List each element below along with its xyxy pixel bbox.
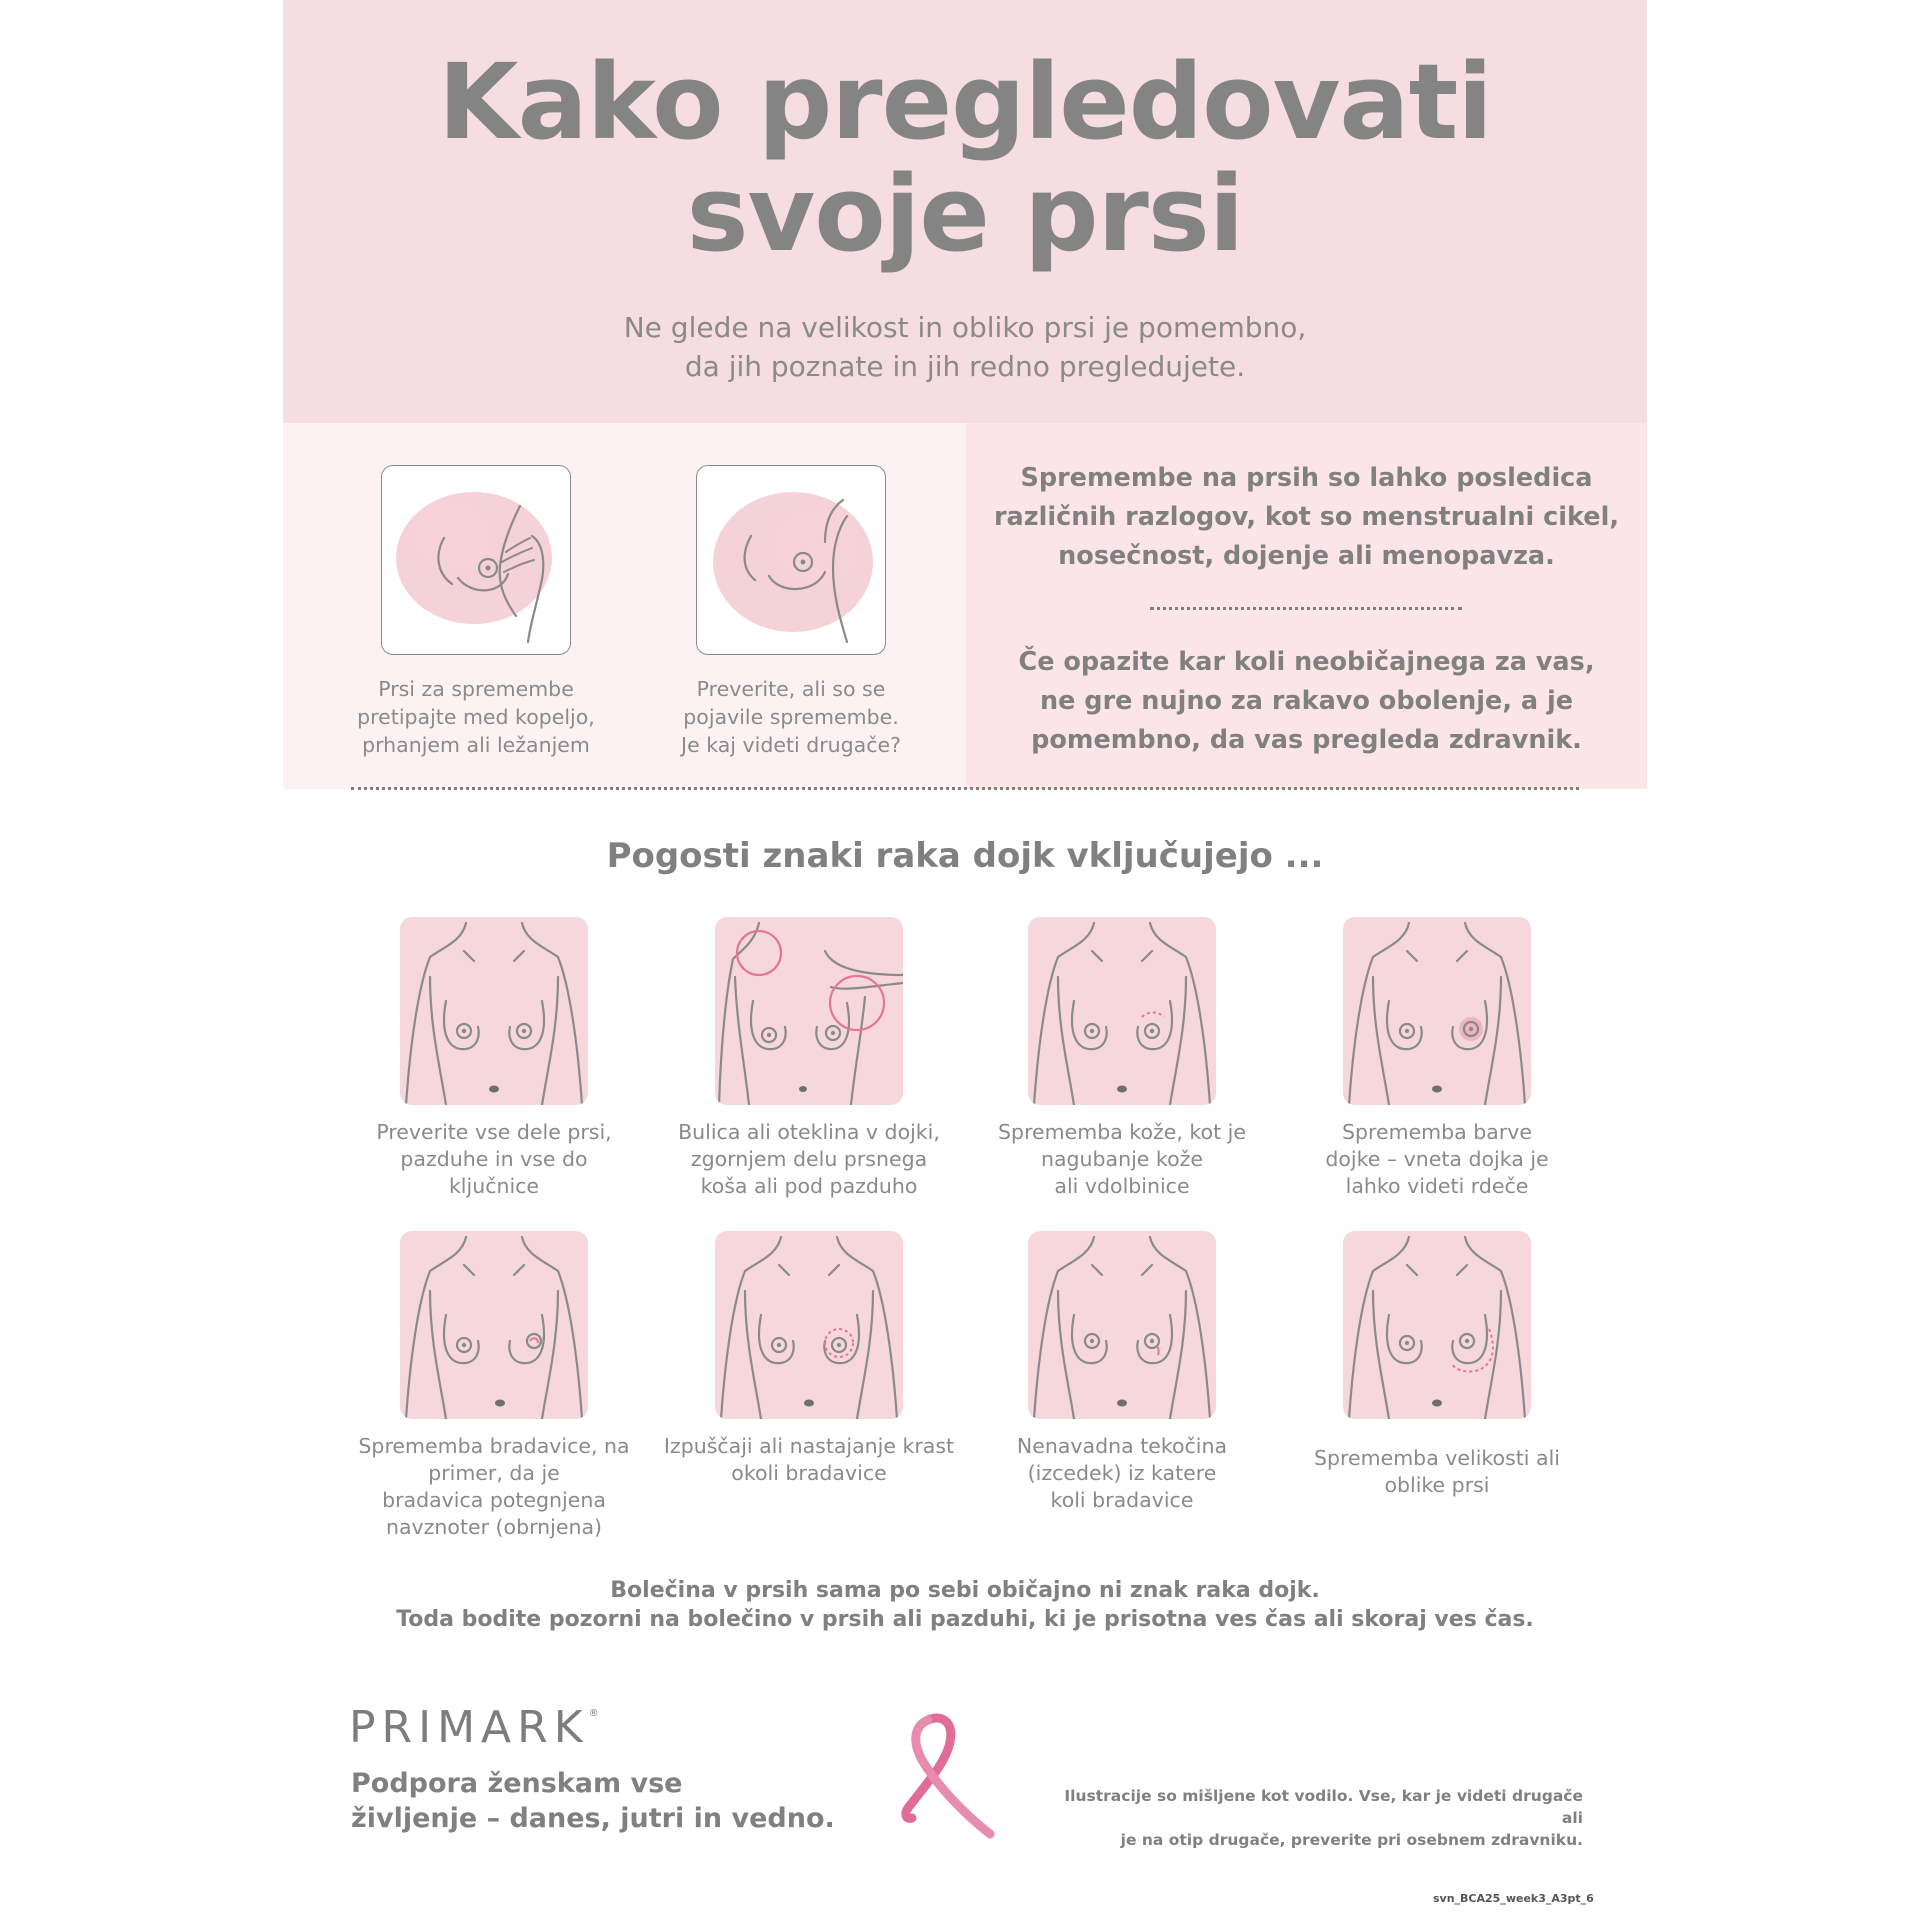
caption-line: Preverite, ali so se bbox=[696, 677, 886, 701]
subtitle-line-1: Ne glede na velikost in obliko prsi je pomembno, bbox=[623, 311, 1307, 344]
info-line: Če opazite kar koli neobičajnega za vas, bbox=[1018, 647, 1595, 677]
caption-line: koli bradavice bbox=[1050, 1488, 1194, 1512]
caption-line: primer, da je bbox=[428, 1461, 560, 1485]
caption-line: ključnice bbox=[448, 1174, 540, 1198]
breast-look-icon bbox=[696, 465, 886, 655]
caption-line: Sprememba barve bbox=[1341, 1120, 1532, 1144]
subtitle bbox=[283, 308, 1647, 386]
sign-caption bbox=[659, 1119, 959, 1200]
caption-line: zgornjem delu prsnega bbox=[690, 1147, 928, 1171]
disclaimer bbox=[1043, 1785, 1583, 1851]
howto-look-caption bbox=[671, 675, 911, 759]
caption-line: navznoter (obrnjena) bbox=[385, 1515, 603, 1539]
howto-feel bbox=[356, 465, 596, 759]
caption-line: nagubanje kože bbox=[1040, 1147, 1203, 1171]
sign-caption bbox=[344, 1119, 644, 1200]
torso-discharge-icon bbox=[1028, 1231, 1216, 1419]
sign-caption bbox=[1287, 1445, 1587, 1499]
sign-card bbox=[659, 1231, 959, 1487]
howto-feel-caption bbox=[356, 675, 596, 759]
title-line-2: svoje prsi bbox=[686, 153, 1244, 275]
caption-line: oblike prsi bbox=[1384, 1473, 1490, 1497]
disclaimer-line-1: Ilustracije so mišljene kot vodilo. Vse, kar je videti drugače ali bbox=[1064, 1787, 1583, 1827]
pain-note-line-2: Toda bodite pozorni na bolečino v prsih ali pazduhi, ki je prisotna ves čas ali skoraj ves čas. bbox=[396, 1607, 1534, 1632]
torso-size-change-icon bbox=[1343, 1231, 1531, 1419]
info-line: Spremembe na prsih so lahko posledica bbox=[1020, 463, 1593, 493]
pain-note bbox=[283, 1576, 1647, 1634]
caption-line: Izpuščaji ali nastajanje krast bbox=[663, 1434, 955, 1458]
caption-line: koša ali pod pazduho bbox=[700, 1174, 918, 1198]
caption-line: dojke – vneta dojka je bbox=[1325, 1147, 1549, 1171]
info-line: pomembno, da vas pregleda zdravnik. bbox=[1031, 725, 1582, 755]
howto-look bbox=[671, 465, 911, 759]
info-paragraph-see-doctor bbox=[966, 643, 1647, 760]
divider-dots bbox=[1150, 607, 1462, 610]
document-code: svn_BCA25_week3_A3pt_6 bbox=[1433, 1892, 1594, 1905]
pink-ribbon-icon bbox=[898, 1712, 1008, 1842]
caption-line: pazduhe in vse do bbox=[400, 1147, 588, 1171]
sign-card bbox=[972, 917, 1272, 1200]
caption-line: Sprememba kože, kot je bbox=[998, 1120, 1246, 1144]
caption-line: prhanjem ali ležanjem bbox=[362, 733, 590, 757]
caption-line: Je kaj videti drugače? bbox=[681, 733, 901, 757]
poster bbox=[283, 0, 1647, 1920]
sign-card bbox=[1287, 917, 1587, 1200]
hand-palpating-breast-icon bbox=[381, 465, 571, 655]
disclaimer-line-2: je na otip drugače, preverite pri osebnem zdravniku. bbox=[1120, 1831, 1583, 1849]
sign-caption bbox=[659, 1433, 959, 1487]
pain-note-line-1: Bolečina v prsih sama po sebi običajno ni znak raka dojk. bbox=[610, 1578, 1320, 1603]
caption-line: bradavica potegnjena bbox=[382, 1488, 606, 1512]
caption-line: pretipajte med kopeljo, bbox=[357, 705, 595, 729]
caption-line: Preverite vse dele prsi, bbox=[376, 1120, 612, 1144]
tagline bbox=[351, 1766, 835, 1836]
subtitle-line-2: da jih poznate in jih redno pregledujete. bbox=[684, 350, 1246, 383]
info-line: ne gre nujno za rakavo obolenje, a je bbox=[1039, 686, 1574, 716]
torso-lump-icon bbox=[715, 917, 903, 1105]
caption-line: Sprememba velikosti ali bbox=[1314, 1446, 1560, 1470]
torso-rash-icon bbox=[715, 1231, 903, 1419]
title-line-1: Kako pregledovati bbox=[438, 41, 1492, 163]
primark-logo bbox=[349, 1702, 599, 1753]
sign-card bbox=[344, 917, 644, 1200]
caption-line: ali vdolbinice bbox=[1054, 1174, 1190, 1198]
self-check-band bbox=[283, 423, 1647, 789]
sign-card bbox=[659, 917, 959, 1200]
torso-check-all-icon bbox=[400, 917, 588, 1105]
section-divider bbox=[351, 787, 1579, 790]
caption-line: Nenavadna tekočina bbox=[1016, 1434, 1228, 1458]
info-paragraph-causes bbox=[966, 459, 1647, 576]
torso-skin-change-icon bbox=[1028, 917, 1216, 1105]
signs-heading: Pogosti znaki raka dojk vključujejo ... bbox=[606, 836, 1324, 876]
sign-card bbox=[1287, 1231, 1587, 1499]
caption-line: Prsi za spremembe bbox=[378, 677, 574, 701]
tagline-line-2: življenje – danes, jutri in vedno. bbox=[351, 1803, 835, 1834]
caption-line: (izcedek) iz katere bbox=[1027, 1461, 1217, 1485]
caption-line: lahko videti rdeče bbox=[1345, 1174, 1529, 1198]
torso-colour-change-icon bbox=[1343, 917, 1531, 1105]
brand-name: PRIMARK bbox=[349, 1702, 589, 1753]
sign-card bbox=[972, 1231, 1272, 1514]
caption-line: okoli bradavice bbox=[731, 1461, 887, 1485]
sign-card bbox=[344, 1231, 644, 1541]
sign-caption bbox=[972, 1433, 1272, 1514]
info-line: nosečnost, dojenje ali menopavza. bbox=[1058, 541, 1555, 571]
info-line: različnih razlogov, kot so menstrualni cikel, bbox=[993, 502, 1620, 532]
registered-mark: ® bbox=[588, 1708, 599, 1719]
torso-nipple-change-icon bbox=[400, 1231, 588, 1419]
header bbox=[283, 0, 1647, 423]
sign-caption bbox=[1287, 1119, 1587, 1200]
caption-line: pojavile spremembe. bbox=[683, 705, 899, 729]
caption-line: Sprememba bradavice, na bbox=[358, 1434, 630, 1458]
tagline-line-1: Podpora ženskam vse bbox=[351, 1768, 683, 1799]
page-title bbox=[283, 41, 1647, 275]
sign-caption bbox=[972, 1119, 1272, 1200]
caption-line: Bulica ali oteklina v dojki, bbox=[678, 1120, 940, 1144]
sign-caption bbox=[344, 1433, 644, 1541]
